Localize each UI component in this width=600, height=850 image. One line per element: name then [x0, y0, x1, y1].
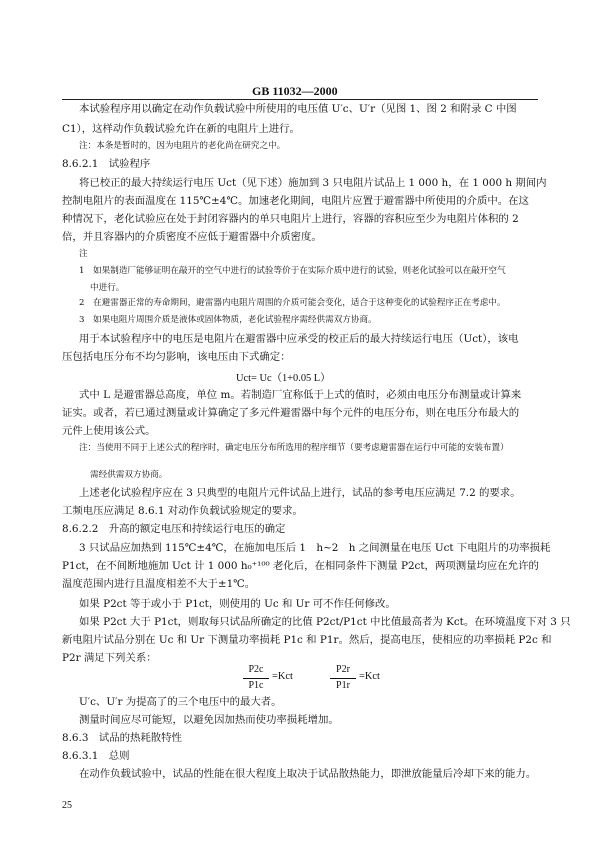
header-rule	[62, 99, 538, 100]
text-line: 如果 P2ct 等于或小于 P1ct，则使用的 Uc 和 Ur 可不作任何修改。	[79, 598, 396, 610]
text-line: 压包括电压分布不均匀影响，该电压由下式确定：	[62, 351, 291, 363]
fraction-denominator: P1c	[248, 680, 264, 691]
note-line: 需经供需双方协商。	[90, 470, 168, 480]
text-line: 式中 L 是避雷器总高度，单位 m。若制造厂宜称低于上式的值时，必须由电压分布测量或计算来	[79, 389, 522, 401]
text-line: 控制电阻片的表面温度在 115℃±4℃。加速老化期间，电阻片应置于避雷器中所使用的介质中。在这	[62, 195, 529, 207]
section-heading: 8.6.2.1 试验程序	[62, 158, 151, 170]
fraction-denominator: P1r	[336, 680, 350, 691]
text-line: C1），这样动作负载试验允许在新的电阻片上进行。	[62, 123, 300, 135]
text-line: 测量时间应尽可能短，以避免因加热而使功率损耗增加。	[79, 714, 339, 726]
text-line: 上述老化试验程序应在 3 只典型的电阻片元件试品上进行，试品的参考电压应满足 7.2 的要求。	[79, 487, 521, 499]
text-line: 在动作负载试验中，试品的性能在很大程度上取决于试品散热能力，即泄放能量后冷却下来的能力。	[79, 768, 537, 780]
text-line: 3 只试品应加热到 115℃±4℃，在施加电压后 1 h~2 h 之间测量在电压 Uct 下电阻片的功率损耗	[79, 542, 551, 554]
section-heading: 8.6.3.1 总则	[62, 750, 130, 762]
note-line: 注：当使用不同于上述公式的程序时，确定电压分布所选用的程序细节（要考虑避雷器在运行中可能的安装布置）	[79, 443, 509, 453]
fraction-bar	[243, 678, 269, 679]
section-heading: 8.6.3 试品的热耗散特性	[62, 732, 182, 744]
note-line: 2 在避雷器正常的寿命期间，避雷器内电阻片周围的介质可能会变化，适合于这种变化的试验程序正在考虑中。	[79, 298, 506, 308]
text-line: 种情况下，老化试验应在处于封闭容器内的单只电阻片上进行，容器的容积应至少为电阻片体积的 2	[62, 213, 519, 225]
fraction-numerator: P2r	[336, 664, 350, 675]
text-line: U′c、U′r 为提高了的三个电压中的最大者。	[79, 696, 282, 708]
text-line: 用于本试验程序中的电压是电阻片在避雷器中应承受的校正后的最大持续运行电压（Uct），该电	[79, 333, 519, 345]
text-line: 如果 P2ct 大于 P1ct，则取每只试品所确定的比值 P2ct/P1ct 中比值最高者为 Kct。在环境温度下对 3 只	[79, 616, 571, 628]
fraction-rhs: =Kct	[272, 671, 293, 682]
note-line: 中进行。	[90, 283, 125, 293]
note-line: 注：本条是暂时的，因为电阻片的老化尚在研究之中。	[79, 141, 286, 151]
fraction-rhs: =Kct	[359, 671, 380, 682]
text-line: 将已校正的最大持续运行电压 Uct（见下述）施加到 3 只电阻片试品上 1 000 h，在 1 000 h 期间内	[79, 177, 547, 189]
formula-uct: Uct= Uc（1+0.05 L）	[236, 373, 331, 384]
text-line: 元件上使用该公式。	[62, 425, 156, 437]
text-line: 新电阻片试品分别在 Uc 和 Ur 下测量功率损耗 P1c 和 P1r。然后，提高电压，使相应的功率损耗 P2c 和	[62, 634, 552, 646]
text-line: 证实。或者，若已通过测量或计算确定了多元件避雷器中每个元件的电压分布，则在电压分布最大的	[62, 407, 520, 419]
note-line: 1 如果制造厂能够证明在敲开的空气中进行的试验等价于在实际介质中进行的试验，则老化试验可以在敲开空气	[79, 266, 506, 276]
fraction-bar	[330, 678, 356, 679]
standard-header: GB 11032—2000	[252, 84, 338, 98]
note-label: 注	[79, 249, 88, 259]
text-line: 工频电压应满足 8.6.1 对动作负载试验规定的要求。	[62, 505, 303, 517]
text-line: 倍，并且容器内的介质密度不应低于避雷器中介质密度。	[62, 231, 322, 243]
text-line: 本试验程序用以确定在动作负载试验中所使用的电压值 U′c、U′r（见图 1、图 2 和附录 C 中图	[79, 103, 517, 115]
section-heading: 8.6.2.2 升高的额定电压和持续运行电压的确定	[62, 523, 286, 535]
text-line: P1ct，在不间断地施加 Uct 计 1 000 h₀⁺¹⁰⁰ 老化后，在相同条件下测量 P2ct，两项测量均应在允许的	[62, 560, 539, 572]
text-line: 温度范围内进行且温度相差不大于±1℃。	[62, 578, 256, 590]
page-number: 25	[62, 800, 72, 811]
note-line: 3 如果电阻片周围介质是液体或固体物质，老化试验程序需经供需双方协商。	[79, 315, 377, 325]
text-line: P2r 满足下列关系：	[62, 652, 157, 664]
fraction-numerator: P2c	[248, 664, 264, 675]
